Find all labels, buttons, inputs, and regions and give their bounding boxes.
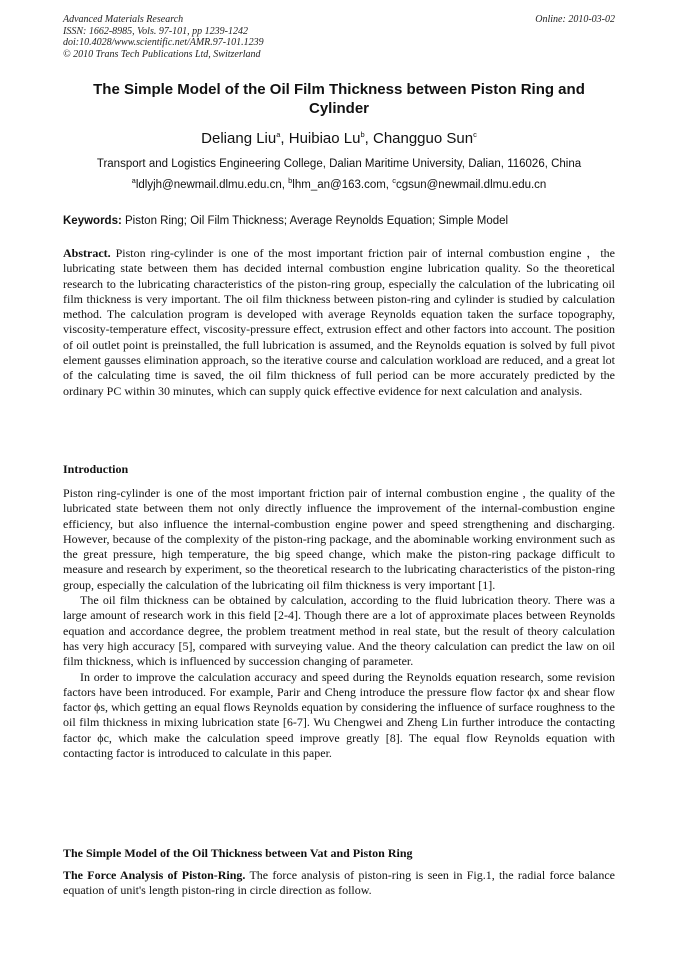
author-list: Deliang Liu$^a$, Huibiao Lu$^b$, Changguo Sun$^c$ — [201, 130, 477, 147]
issn-line: ISSN: 1662-8985, Vols. 97-101, pp 1239-1242 — [63, 25, 248, 37]
affiliation: Transport and Logistics Engineering College, Dalian Maritime University, Dalian, 116026, China — [96, 158, 582, 170]
keywords-label: Keywords: — [63, 215, 122, 227]
force-analysis-paragraph — [63, 868, 615, 899]
email-address: cgsun@newmail.dlmu.edu.cn — [395, 179, 547, 191]
email-address: lhm_an@163.com — [292, 179, 386, 191]
introduction-heading: Introduction — [63, 462, 129, 476]
intro-paragraph: The oil film thickness can be obtained by calculation, according to the fluid lubrication theory. There was a large amount of research work in this field [2-4]. Though there are a lot of approximate places between Reynolds equation and accordance degree, the problem treatment method in real state, but the result of theory calculation has very high accuracy [5], compared with surveying value. And the theory calculation can predict the law on oil film thickness, which is influenced by succession changing of parameter. — [63, 593, 615, 669]
author-emails: $^a$ldlyjh@newmail.dlmu.edu.cn, $^b$lhm_an@163.com, $^c$cgsun@newmail.dlmu.edu.cn — [131, 176, 547, 191]
journal-name: Advanced Materials Research — [63, 14, 184, 25]
copyright-line: © 2010 Trans Tech Publications Ltd, Switzerland — [63, 48, 261, 60]
intro-paragraph: Piston ring-cylinder is one of the most important friction pair of internal combustion engine , the quality of the lubricated state between them not only directly influence the improvement of the internal-combustion engine efficiency, but also influence the internal-combustion engine power and speed strengthening and discharging. However, because of the complexity of the piston-ring package, and the abominable working environment such as the great pressure, high temperature, the big speed change, which make the piston-ring package difficult to measure and research by experiment, so the theoretical research to the lubricating characteristics of the piston-ring group, especially the calculation of the lubricating oil film thickness is very important [1]. — [63, 486, 615, 592]
author-name: Deliang Liu — [201, 130, 277, 147]
journal-header — [63, 14, 615, 60]
email-superscript: b — [288, 176, 293, 186]
author-superscript: b — [360, 130, 365, 139]
doi-line: doi:10.4028/www.scientific.net/AMR.97-101.1239 — [63, 37, 264, 48]
author-name: Changguo Sun — [372, 130, 474, 147]
abstract-text: Piston ring-cylinder is one of the most important friction pair of internal combustion engine ，the lubricating state between them has decided internal combustion engine lubrication quality. So the theoretical research to the lubricating characteristics of the piston-ring group, especially the calculation of the lubricating oil film thickness is very important. The oil film thickness between piston-ring and cylinder is studied by calculation method. The calculation program is developed with average Reynolds equation taken the surface topography, viscosity-temperature effect, viscosity-pressure effect, extrusion effect and other factors into account. The position of oil outlet point is preinstalled, the full lubrication is assumed, and the Reynolds equation is solved by full pivot element gausses elimination approach, so the iterative course and calculation workload are reduced, and a great lot of the calculating time is saved, the oil film thickness of full period can be more accurately predicted by the ordinary PC within 30 minutes, which can supply quick effective evidence for next calculation and analysis. — [63, 246, 616, 398]
introduction-body — [63, 486, 615, 761]
abstract-label: Abstract. — [63, 246, 111, 260]
force-analysis-text: The force analysis of piston-ring is seen in Fig.1, the radial force balance equation of unit's length piston-ring in circle direction as follow. — [63, 868, 615, 898]
author-superscript: a — [276, 130, 281, 139]
section-heading: The Simple Model of the Oil Thickness between Vat and Piston Ring — [63, 846, 413, 860]
author-superscript: c — [473, 130, 477, 139]
paper-title: The Simple Model of the Oil Film Thickness between Piston Ring and Cylinder — [93, 81, 585, 117]
author-name: Huibiao Lu — [288, 130, 361, 147]
force-analysis-label: The Force Analysis of Piston-Ring. — [63, 868, 246, 882]
intro-paragraph: In order to improve the calculation accuracy and speed during the Reynolds equation research, some revision factors have been introduced. For example, Parir and Cheng introduce the pressure flow factor ϕx and shear flow factor ϕs, which getting an equal flows Reynolds equation by considering the influence of surface roughness to the oil film thickness in mixing lubrication state [6-7]. Wu Chengwei and Zheng Lin further introduce the contacting factor ϕc, which make the calculation speed improve greatly [8]. The equal flow Reynolds equation with contacting factor is introduced to calculate in this paper. — [63, 669, 615, 761]
online-date: Online: 2010-03-02 — [535, 14, 615, 25]
email-superscript: c — [392, 176, 396, 186]
keywords-text: Piston Ring; Oil Film Thickness; Average Reynolds Equation; Simple Model — [125, 215, 509, 227]
email-address: ldlyjh@newmail.dlmu.edu.cn — [135, 179, 282, 191]
email-superscript: a — [131, 176, 136, 186]
keywords — [63, 214, 615, 228]
abstract — [63, 246, 615, 399]
